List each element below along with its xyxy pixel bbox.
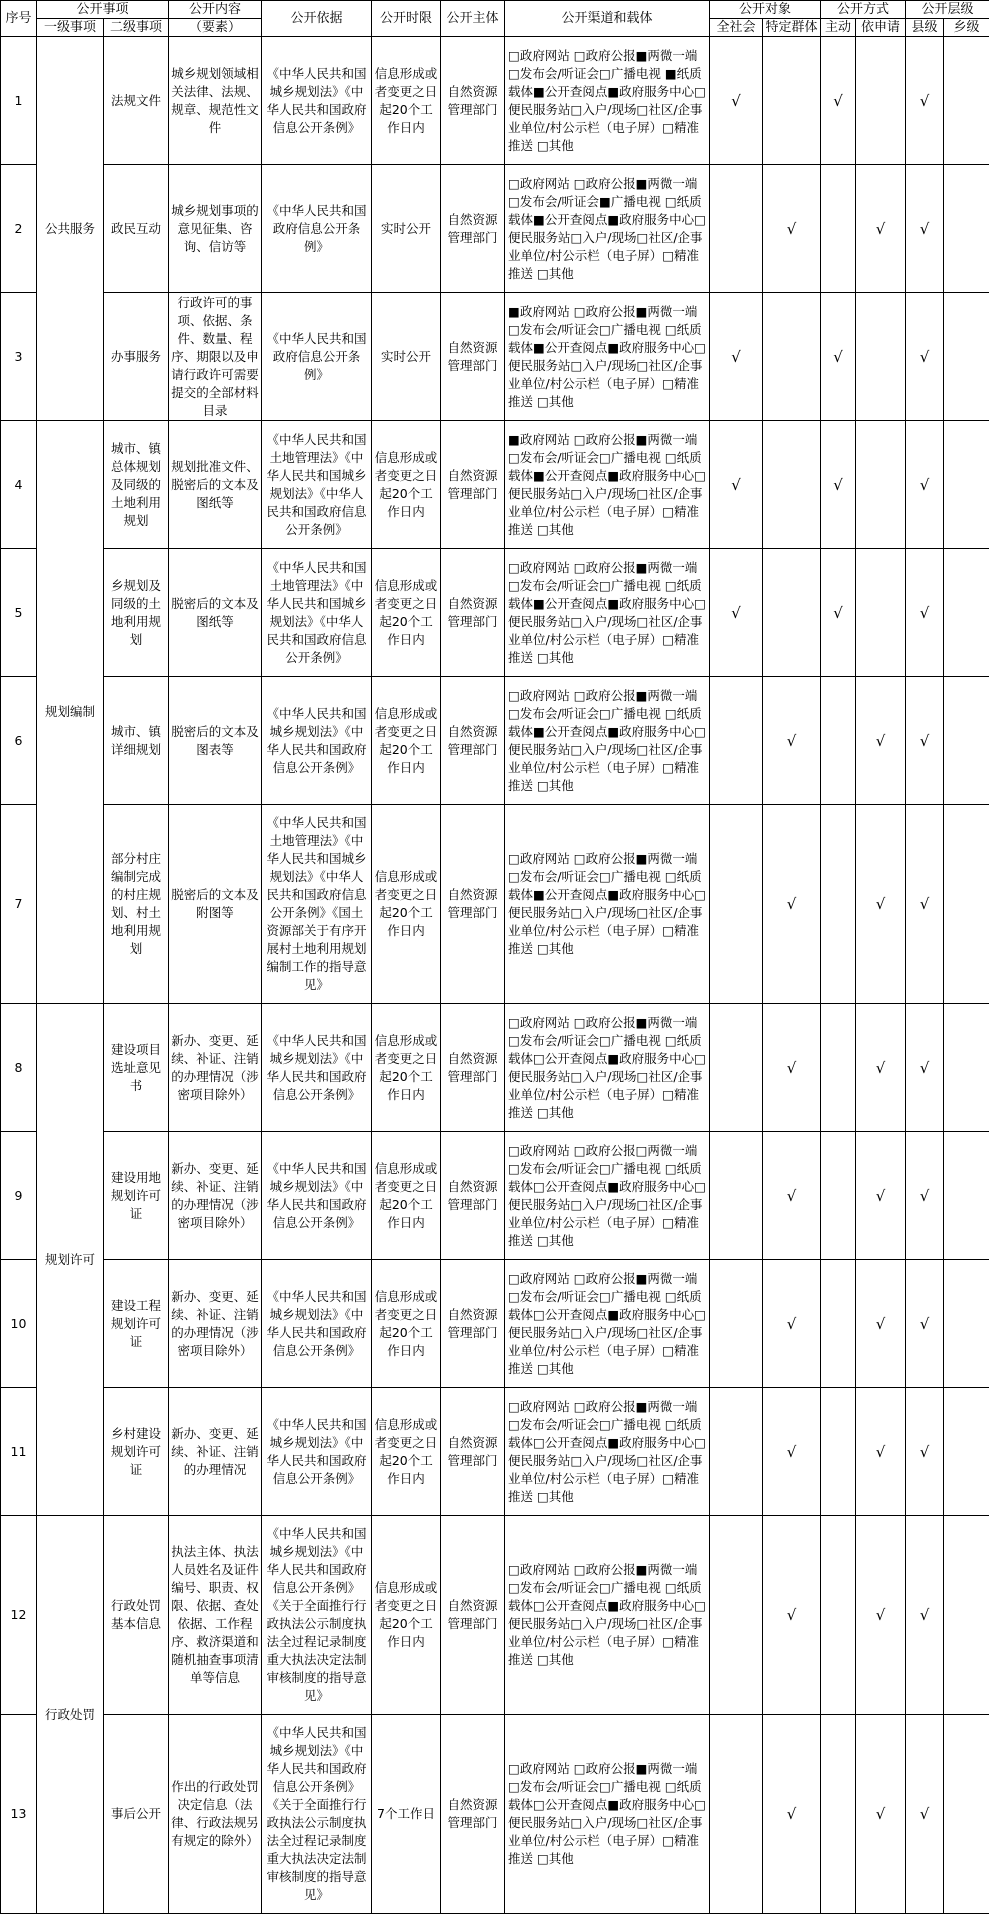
content-cell: 城乡规划领域相关法律、法规、规章、规范性文件 [169, 37, 262, 165]
check-active-cell: √ [821, 549, 856, 677]
seq-cell: 2 [1, 165, 37, 293]
level2-cell: 乡规划及同级的土地利用规划 [104, 549, 169, 677]
check-town-cell [944, 677, 989, 805]
level1-group-cell: 公共服务 [37, 37, 104, 421]
subject-cell: 自然资源管理部门 [441, 1004, 505, 1132]
table-row [1, 165, 989, 293]
check-apply-cell [856, 293, 906, 421]
check-all-cell [710, 1516, 763, 1715]
check-town-cell [944, 805, 989, 1004]
level2-cell: 建设工程规划许可证 [104, 1260, 169, 1388]
channel-cell: □政府网站 □政府公报■两微一端 □发布会/听证会□广播电视 ■纸质载体■公开查阅点■政府服务中心□便民服务站□入户/现场□社区/企事业单位/村公示栏（电子屏）□精准推送 □其他 [505, 37, 710, 165]
channel-cell: □政府网站 □政府公报■两微一端 □发布会/听证会□广播电视 □纸质载体■公开查阅点■政府服务中心□便民服务站□入户/现场□社区/企事业单位/村公示栏（电子屏）□精准推送 □其他 [505, 805, 710, 1004]
basis-cell: 《中华人民共和国城乡规划法》《中华人民共和国政府信息公开条例》 [262, 1004, 372, 1132]
seq-cell: 13 [1, 1715, 37, 1914]
check-active-cell [821, 805, 856, 1004]
check-county-cell: √ [906, 1715, 944, 1914]
time-cell: 信息形成或者变更之日起20个工作日内 [372, 1132, 441, 1260]
level2-cell: 行政处罚基本信息 [104, 1516, 169, 1715]
basis-cell: 《中华人民共和国土地管理法》《中华人民共和国城乡规划法》《中华人民共和国政府信息公开条例》 [262, 421, 372, 549]
check-apply-cell: √ [856, 1132, 906, 1260]
check-town-cell [944, 421, 989, 549]
basis-cell: 《中华人民共和国城乡规划法》《中华人民共和国政府信息公开条例》 [262, 677, 372, 805]
content-cell: 新办、变更、延续、补证、注销的办理情况（涉密项目除外） [169, 1004, 262, 1132]
level1-group-cell: 规划许可 [37, 1004, 104, 1516]
subject-cell: 自然资源管理部门 [441, 1132, 505, 1260]
check-apply-cell: √ [856, 1004, 906, 1132]
check-all-cell [710, 1260, 763, 1388]
table-row [1, 1715, 989, 1914]
check-active-cell [821, 1516, 856, 1715]
content-cell: 新办、变更、延续、补证、注销的办理情况 [169, 1388, 262, 1516]
header-method-active: 主动 [821, 19, 856, 37]
check-town-cell [944, 293, 989, 421]
subject-cell: 自然资源管理部门 [441, 1715, 505, 1914]
check-town-cell [944, 549, 989, 677]
check-apply-cell: √ [856, 677, 906, 805]
check-town-cell [944, 165, 989, 293]
seq-cell: 5 [1, 549, 37, 677]
header-subject: 公开主体 [441, 1, 505, 37]
time-cell: 信息形成或者变更之日起20个工作日内 [372, 677, 441, 805]
subject-cell: 自然资源管理部门 [441, 1260, 505, 1388]
header-channel: 公开渠道和载体 [505, 1, 710, 37]
check-town-cell [944, 1715, 989, 1914]
level1-group-cell: 行政处罚 [37, 1516, 104, 1914]
check-active-cell [821, 1715, 856, 1914]
check-town-cell [944, 1260, 989, 1388]
check-spec-cell [763, 37, 821, 165]
check-all-cell [710, 677, 763, 805]
seq-cell: 9 [1, 1132, 37, 1260]
subject-cell: 自然资源管理部门 [441, 1388, 505, 1516]
header-target-specific: 特定群体 [763, 19, 821, 37]
check-spec-cell [763, 421, 821, 549]
check-active-cell [821, 1132, 856, 1260]
subject-cell: 自然资源管理部门 [441, 1516, 505, 1715]
table-row [1, 1004, 989, 1132]
subject-cell: 自然资源管理部门 [441, 805, 505, 1004]
check-spec-cell: √ [763, 1132, 821, 1260]
channel-cell: ■政府网站 □政府公报■两微一端 □发布会/听证会□广播电视 □纸质载体■公开查阅点■政府服务中心□便民服务站□入户/现场□社区/企事业单位/村公示栏（电子屏）□精准推送 □其他 [505, 421, 710, 549]
content-cell: 作出的行政处罚决定信息（法律、行政法规另有规定的除外） [169, 1715, 262, 1914]
channel-cell: □政府网站 □政府公报■两微一端 □发布会/听证会□广播电视 □纸质载体■公开查阅点■政府服务中心□便民服务站□入户/现场□社区/企事业单位/村公示栏（电子屏）□精准推送 □其他 [505, 549, 710, 677]
check-county-cell: √ [906, 1260, 944, 1388]
level2-cell: 法规文件 [104, 37, 169, 165]
content-cell: 规划批准文件、脱密后的文本及图纸等 [169, 421, 262, 549]
channel-cell: □政府网站 □政府公报■两微一端 □发布会/听证会□广播电视 □纸质载体□公开查阅点■政府服务中心□便民服务站□入户/现场□社区/企事业单位/村公示栏（电子屏）□精准推送 □其他 [505, 1004, 710, 1132]
level2-cell: 政民互动 [104, 165, 169, 293]
check-town-cell [944, 1516, 989, 1715]
table-row [1, 677, 989, 805]
check-county-cell: √ [906, 1132, 944, 1260]
time-cell: 信息形成或者变更之日起20个工作日内 [372, 37, 441, 165]
check-county-cell: √ [906, 1388, 944, 1516]
check-county-cell: √ [906, 421, 944, 549]
content-cell: 行政许可的事项、依据、条件、数量、程序、期限以及申请行政许可需要提交的全部材料目录 [169, 293, 262, 421]
check-apply-cell: √ [856, 1388, 906, 1516]
table-row [1, 1132, 989, 1260]
check-apply-cell: √ [856, 1715, 906, 1914]
channel-cell: ■政府网站 □政府公报■两微一端 □发布会/听证会□广播电视 □纸质载体■公开查阅点■政府服务中心□便民服务站□入户/现场□社区/企事业单位/村公示栏（电子屏）□精准推送 □其他 [505, 293, 710, 421]
basis-cell: 《中华人民共和国政府信息公开条例》 [262, 293, 372, 421]
basis-cell: 《中华人民共和国城乡规划法》《中华人民共和国政府信息公开条例》 [262, 37, 372, 165]
header-level-county: 县级 [906, 19, 944, 37]
basis-cell: 《中华人民共和国土地管理法》《中华人民共和国城乡规划法》《中华人民共和国政府信息公开条例》《国土资源部关于有序开展村土地利用规划编制工作的指导意见》 [262, 805, 372, 1004]
level2-cell: 建设用地规划许可证 [104, 1132, 169, 1260]
check-county-cell: √ [906, 1004, 944, 1132]
content-cell: 脱密后的文本及图纸等 [169, 549, 262, 677]
check-apply-cell [856, 421, 906, 549]
check-county-cell: √ [906, 677, 944, 805]
channel-cell: □政府网站 □政府公报□两微一端 □发布会/听证会□广播电视 □纸质载体□公开查阅点■政府服务中心□便民服务站□入户/现场□社区/企事业单位/村公示栏（电子屏）□精准推送 □其他 [505, 1132, 710, 1260]
time-cell: 实时公开 [372, 165, 441, 293]
check-county-cell: √ [906, 805, 944, 1004]
check-town-cell [944, 37, 989, 165]
check-spec-cell: √ [763, 1388, 821, 1516]
check-active-cell [821, 165, 856, 293]
check-county-cell: √ [906, 1516, 944, 1715]
time-cell: 信息形成或者变更之日起20个工作日内 [372, 421, 441, 549]
check-apply-cell [856, 549, 906, 677]
time-cell: 信息形成或者变更之日起20个工作日内 [372, 1260, 441, 1388]
header-method-apply: 依申请 [856, 19, 906, 37]
check-active-cell [821, 1260, 856, 1388]
time-cell: 信息形成或者变更之日起20个工作日内 [372, 1004, 441, 1132]
header-level: 公开层级 [906, 1, 989, 19]
seq-cell: 11 [1, 1388, 37, 1516]
header-target-all: 全社会 [710, 19, 763, 37]
channel-cell: □政府网站 □政府公报■两微一端 □发布会/听证会■广播电视 □纸质载体■公开查阅点■政府服务中心□便民服务站□入户/现场□社区/企事业单位/村公示栏（电子屏）□精准推送 □其他 [505, 165, 710, 293]
seq-cell: 7 [1, 805, 37, 1004]
check-apply-cell: √ [856, 165, 906, 293]
check-spec-cell: √ [763, 1260, 821, 1388]
header-content-sub: （要素） [169, 19, 262, 37]
check-active-cell: √ [821, 37, 856, 165]
table-row [1, 1260, 989, 1388]
header-content: 公开内容 [169, 1, 262, 19]
header-level1: 一级事项 [37, 19, 104, 37]
channel-cell: □政府网站 □政府公报■两微一端 □发布会/听证会□广播电视 □纸质载体■公开查阅点■政府服务中心□便民服务站□入户/现场□社区/企事业单位/村公示栏（电子屏）□精准推送 □其他 [505, 677, 710, 805]
seq-cell: 4 [1, 421, 37, 549]
check-all-cell [710, 805, 763, 1004]
time-cell: 实时公开 [372, 293, 441, 421]
header-level-town: 乡级 [944, 19, 989, 37]
check-all-cell [710, 1715, 763, 1914]
time-cell: 信息形成或者变更之日起20个工作日内 [372, 805, 441, 1004]
level2-cell: 办事服务 [104, 293, 169, 421]
header-seq: 序号 [1, 1, 37, 37]
header-item-group: 公开事项 [37, 1, 169, 19]
table-row [1, 1388, 989, 1516]
check-spec-cell: √ [763, 1004, 821, 1132]
check-spec-cell: √ [763, 165, 821, 293]
check-active-cell [821, 677, 856, 805]
basis-cell: 《中华人民共和国城乡规划法》《中华人民共和国政府信息公开条例》《关于全面推行行政执法公示制度执法全过程记录制度重大执法决定法制审核制度的指导意见》 [262, 1516, 372, 1715]
channel-cell: □政府网站 □政府公报■两微一端 □发布会/听证会□广播电视 □纸质载体□公开查阅点■政府服务中心□便民服务站□入户/现场□社区/企事业单位/村公示栏（电子屏）□精准推送 □其他 [505, 1715, 710, 1914]
check-apply-cell: √ [856, 1260, 906, 1388]
seq-cell: 12 [1, 1516, 37, 1715]
check-town-cell [944, 1132, 989, 1260]
content-cell: 新办、变更、延续、补证、注销的办理情况（涉密项目除外） [169, 1132, 262, 1260]
time-cell: 7个工作日 [372, 1715, 441, 1914]
time-cell: 信息形成或者变更之日起20个工作日内 [372, 549, 441, 677]
header-row-1 [1, 1, 989, 19]
check-all-cell: √ [710, 549, 763, 677]
level1-group-cell: 规划编制 [37, 421, 104, 1004]
check-spec-cell: √ [763, 677, 821, 805]
seq-cell: 8 [1, 1004, 37, 1132]
header-basis: 公开依据 [262, 1, 372, 37]
check-spec-cell: √ [763, 805, 821, 1004]
channel-cell: □政府网站 □政府公报■两微一端 □发布会/听证会□广播电视 □纸质载体□公开查阅点■政府服务中心□便民服务站□入户/现场□社区/企事业单位/村公示栏（电子屏）□精准推送 □其他 [505, 1388, 710, 1516]
check-all-cell [710, 1004, 763, 1132]
check-all-cell: √ [710, 293, 763, 421]
check-all-cell [710, 1132, 763, 1260]
table-row [1, 37, 989, 165]
content-cell: 脱密后的文本及图表等 [169, 677, 262, 805]
subject-cell: 自然资源管理部门 [441, 293, 505, 421]
check-town-cell [944, 1004, 989, 1132]
check-all-cell [710, 165, 763, 293]
subject-cell: 自然资源管理部门 [441, 37, 505, 165]
table-row [1, 293, 989, 421]
header-target: 公开对象 [710, 1, 821, 19]
content-cell: 脱密后的文本及附图等 [169, 805, 262, 1004]
check-spec-cell: √ [763, 1516, 821, 1715]
check-apply-cell [856, 37, 906, 165]
check-apply-cell: √ [856, 805, 906, 1004]
check-all-cell: √ [710, 37, 763, 165]
check-spec-cell [763, 549, 821, 677]
check-county-cell: √ [906, 293, 944, 421]
table-row [1, 421, 989, 549]
table-row [1, 1516, 989, 1715]
check-active-cell: √ [821, 293, 856, 421]
check-all-cell [710, 1388, 763, 1516]
check-county-cell: √ [906, 549, 944, 677]
subject-cell: 自然资源管理部门 [441, 677, 505, 805]
header-method: 公开方式 [821, 1, 906, 19]
basis-cell: 《中华人民共和国城乡规划法》《中华人民共和国政府信息公开条例》 [262, 1388, 372, 1516]
header-level2: 二级事项 [104, 19, 169, 37]
level2-cell: 城市、镇详细规划 [104, 677, 169, 805]
basis-cell: 《中华人民共和国城乡规划法》《中华人民共和国政府信息公开条例》《关于全面推行行政执法公示制度执法全过程记录制度重大执法决定法制审核制度的指导意见》 [262, 1715, 372, 1914]
subject-cell: 自然资源管理部门 [441, 421, 505, 549]
basis-cell: 《中华人民共和国城乡规划法》《中华人民共和国政府信息公开条例》 [262, 1132, 372, 1260]
check-county-cell: √ [906, 165, 944, 293]
content-cell: 新办、变更、延续、补证、注销的办理情况（涉密项目除外） [169, 1260, 262, 1388]
basis-cell: 《中华人民共和国城乡规划法》《中华人民共和国政府信息公开条例》 [262, 1260, 372, 1388]
check-town-cell [944, 1388, 989, 1516]
check-spec-cell: √ [763, 1715, 821, 1914]
seq-cell: 6 [1, 677, 37, 805]
channel-cell: □政府网站 □政府公报■两微一端 □发布会/听证会□广播电视 □纸质载体□公开查阅点■政府服务中心□便民服务站□入户/现场□社区/企事业单位/村公示栏（电子屏）□精准推送 □其他 [505, 1260, 710, 1388]
check-county-cell: √ [906, 37, 944, 165]
seq-cell: 3 [1, 293, 37, 421]
seq-cell: 10 [1, 1260, 37, 1388]
header-time: 公开时限 [372, 1, 441, 37]
basis-cell: 《中华人民共和国土地管理法》《中华人民共和国城乡规划法》《中华人民共和国政府信息公开条例》 [262, 549, 372, 677]
content-cell: 执法主体、执法人员姓名及证件编号、职责、权限、依据、查处依据、工作程序、救济渠道和随机抽查事项清单等信息 [169, 1516, 262, 1715]
check-active-cell: √ [821, 421, 856, 549]
basis-cell: 《中华人民共和国政府信息公开条例》 [262, 165, 372, 293]
time-cell: 信息形成或者变更之日起20个工作日内 [372, 1388, 441, 1516]
time-cell: 信息形成或者变更之日起20个工作日内 [372, 1516, 441, 1715]
level2-cell: 乡村建设规划许可证 [104, 1388, 169, 1516]
level2-cell: 城市、镇总体规划及同级的土地利用规划 [104, 421, 169, 549]
check-spec-cell [763, 293, 821, 421]
check-apply-cell: √ [856, 1516, 906, 1715]
check-active-cell [821, 1388, 856, 1516]
table-row [1, 549, 989, 677]
seq-cell: 1 [1, 37, 37, 165]
level2-cell: 部分村庄编制完成的村庄规划、村土地利用规划 [104, 805, 169, 1004]
level2-cell: 事后公开 [104, 1715, 169, 1914]
subject-cell: 自然资源管理部门 [441, 165, 505, 293]
table-row [1, 805, 989, 1004]
content-cell: 城乡规划事项的意见征集、咨询、信访等 [169, 165, 262, 293]
channel-cell: □政府网站 □政府公报■两微一端 □发布会/听证会□广播电视 □纸质载体□公开查阅点■政府服务中心□便民服务站□入户/现场□社区/企事业单位/村公示栏（电子屏）□精准推送 □其他 [505, 1516, 710, 1715]
subject-cell: 自然资源管理部门 [441, 549, 505, 677]
level2-cell: 建设项目选址意见书 [104, 1004, 169, 1132]
check-all-cell: √ [710, 421, 763, 549]
check-active-cell [821, 1004, 856, 1132]
